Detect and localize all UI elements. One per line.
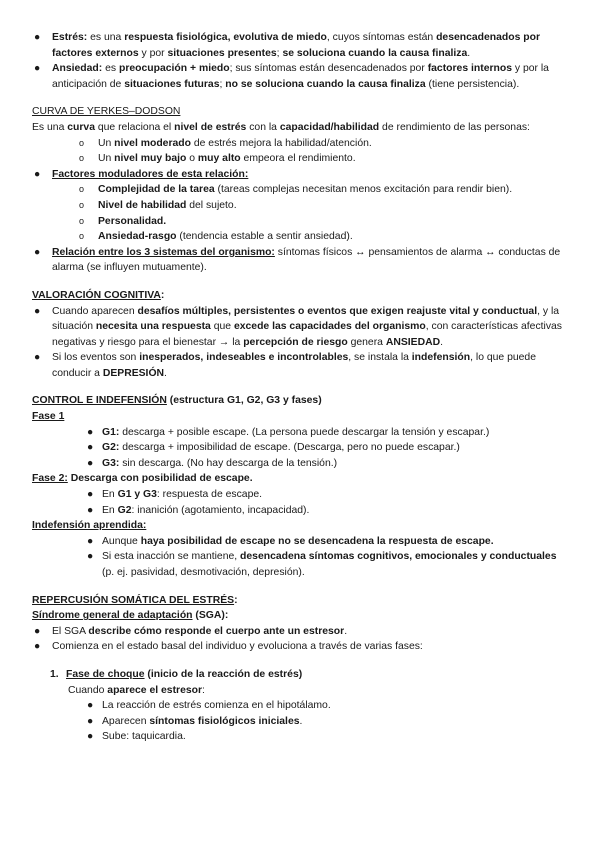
paragraph: Cuando aparece el estresor: xyxy=(68,684,205,696)
bullet-marker: ● xyxy=(87,504,94,516)
list-item: o Nivel de habilidad del sujeto. xyxy=(32,198,566,214)
fase1-title: Fase 1 xyxy=(32,411,65,423)
bullet-marker: ● xyxy=(34,625,41,637)
yerkes-levels-list xyxy=(32,136,566,167)
definitions-list xyxy=(32,30,566,92)
circle-marker: o xyxy=(79,153,85,164)
section-heading-control: CONTROL E INDEFENSIÓN (estructura G1, G2, G3 y fases) xyxy=(32,395,322,407)
sga-title: Síndrome general de adaptación (SGA): xyxy=(32,610,229,622)
list-item: ● Aparecen síntomas fisiológicos iniciales. xyxy=(32,714,566,730)
bullet-marker: ● xyxy=(34,246,41,258)
relacion-list xyxy=(32,245,566,276)
list-item: ● En G1 y G3: respuesta de escape. xyxy=(32,487,566,503)
list-item: ● G3: sin descarga. (No hay descarga de la tensión.) xyxy=(32,456,566,472)
fase2-list xyxy=(32,487,566,518)
circle-marker: o xyxy=(79,199,85,210)
circle-marker: o xyxy=(79,215,85,226)
list-item: ● G2: descarga + imposibilidad de escape. (Descarga, pero no puede escapar.) xyxy=(32,440,566,456)
list-item: ● Si los eventos son inesperados, indeseables e incontrolables, se instala la indefensión, lo que puede conducir a DEPRESIÓN. xyxy=(34,352,536,379)
list-item: ● En G2: inanición (agotamiento, incapacidad). xyxy=(32,503,566,519)
bullet-marker: ● xyxy=(34,63,41,75)
section-heading-repercusion: REPERCUSIÓN SOMÁTICA DEL ESTRÉS: xyxy=(32,594,238,606)
factores-sublist xyxy=(32,182,566,244)
circle-marker: o xyxy=(79,137,85,148)
list-item: ● Si esta inacción se mantiene, desencadena síntomas cognitivos, emocionales y conductuales (p. ej. pasividad, desmotivación, depresión). xyxy=(87,551,557,578)
list-item: ● Estrés: es una respuesta fisiológica, evolutiva de miedo, cuyos síntomas están desencadenados por factores externos y por situaciones presentes; se soluciona cuando la causa finaliza. xyxy=(34,32,540,59)
bullet-marker: ● xyxy=(34,168,41,180)
list-item: ● Relación entre los 3 sistemas del organismo: síntomas físicos ↔ pensamientos de alarma ↔ conductas de alarma (se influyen mutuamente). xyxy=(34,246,561,274)
fase-choque-item: 1. Fase de choque (inicio de la reacción de estrés) xyxy=(32,667,566,683)
list-item: o Personalidad. xyxy=(32,214,566,230)
bullet-marker: ● xyxy=(87,551,94,563)
fase1-list xyxy=(32,425,566,472)
list-item: ● Comienza en el estado basal del individuo y evoluciona a través de varias fases: xyxy=(32,639,566,655)
bullet-marker: ● xyxy=(87,715,94,727)
indefension-title: Indefensión aprendida: xyxy=(32,520,147,532)
list-item: ● G1: descarga + posible escape. (La persona puede descargar la tensión y escapar.) xyxy=(32,425,566,441)
bullet-marker: ● xyxy=(87,442,94,454)
fase2-title: Fase 2: Descarga con posibilidad de escape. xyxy=(32,473,253,485)
indefension-list xyxy=(32,534,566,581)
bullet-marker: ● xyxy=(87,489,94,501)
section-heading-yerkes: CURVA DE YERKES–DODSON xyxy=(32,106,181,118)
valoracion-list xyxy=(32,304,566,382)
bullet-marker: ● xyxy=(34,305,41,317)
list-item: ● Cuando aparecen desafíos múltiples, persistentes o eventos que exigen reajuste vital y conductual, y la situación necesita una respuesta que excede las capacidades del organismo, con características afectivas negativas y riesgo para el bienestar → la percepción de riesgo genera ANSIEDAD. xyxy=(34,305,563,348)
circle-marker: o xyxy=(79,184,85,195)
bullet-marker: ● xyxy=(87,426,94,438)
list-item: ● Aunque haya posibilidad de escape no se desencadena la respuesta de escape. xyxy=(32,534,566,550)
bullet-marker: ● xyxy=(87,731,94,743)
list-item: o Complejidad de la tarea (tareas complejas necesitan menos excitación para rendir bien). xyxy=(32,182,566,198)
factores-title: Factores moduladores de esta relación: xyxy=(52,168,249,180)
bullet-marker: ● xyxy=(87,700,94,712)
term-ansiedad: Ansiedad: xyxy=(52,63,103,75)
list-item: o Ansiedad-rasgo (tendencia estable a sentir ansiedad). xyxy=(32,229,566,245)
list-item: o Un nivel muy bajo o muy alto empeora el rendimiento. xyxy=(32,151,566,167)
bullet-marker: ● xyxy=(34,352,41,364)
list-item: ● Sube: taquicardia. xyxy=(32,729,566,745)
bullet-marker: ● xyxy=(87,535,94,547)
list-item: ● El SGA describe cómo responde el cuerpo ante un estresor. xyxy=(32,624,566,640)
section-heading-valoracion: VALORACIÓN COGNITIVA: xyxy=(32,289,165,301)
factores-list xyxy=(32,167,566,183)
term-estres: Estrés: xyxy=(52,32,88,43)
number-marker: 1. xyxy=(50,668,59,680)
list-item: ● La reacción de estrés comienza en el hipotálamo. xyxy=(32,698,566,714)
bullet-marker: ● xyxy=(34,32,41,43)
list-item: ● Ansiedad: es preocupación + miedo; sus síntomas están desencadenados por factores internos y por la anticipación de situaciones futuras; no se soluciona cuando la causa finaliza (tiene persistencia). xyxy=(34,63,549,90)
circle-marker: o xyxy=(79,231,85,242)
paragraph: Es una curva que relaciona el nivel de estrés con la capacidad/habilidad de rendimiento de las personas: xyxy=(32,121,530,133)
bullet-marker: ● xyxy=(34,641,41,653)
sga-list xyxy=(32,624,566,655)
choque-list xyxy=(32,698,566,745)
bullet-marker: ● xyxy=(87,457,94,469)
list-item: o Un nivel moderado de estrés mejora la habilidad/atención. xyxy=(32,136,566,152)
list-item xyxy=(32,167,566,183)
